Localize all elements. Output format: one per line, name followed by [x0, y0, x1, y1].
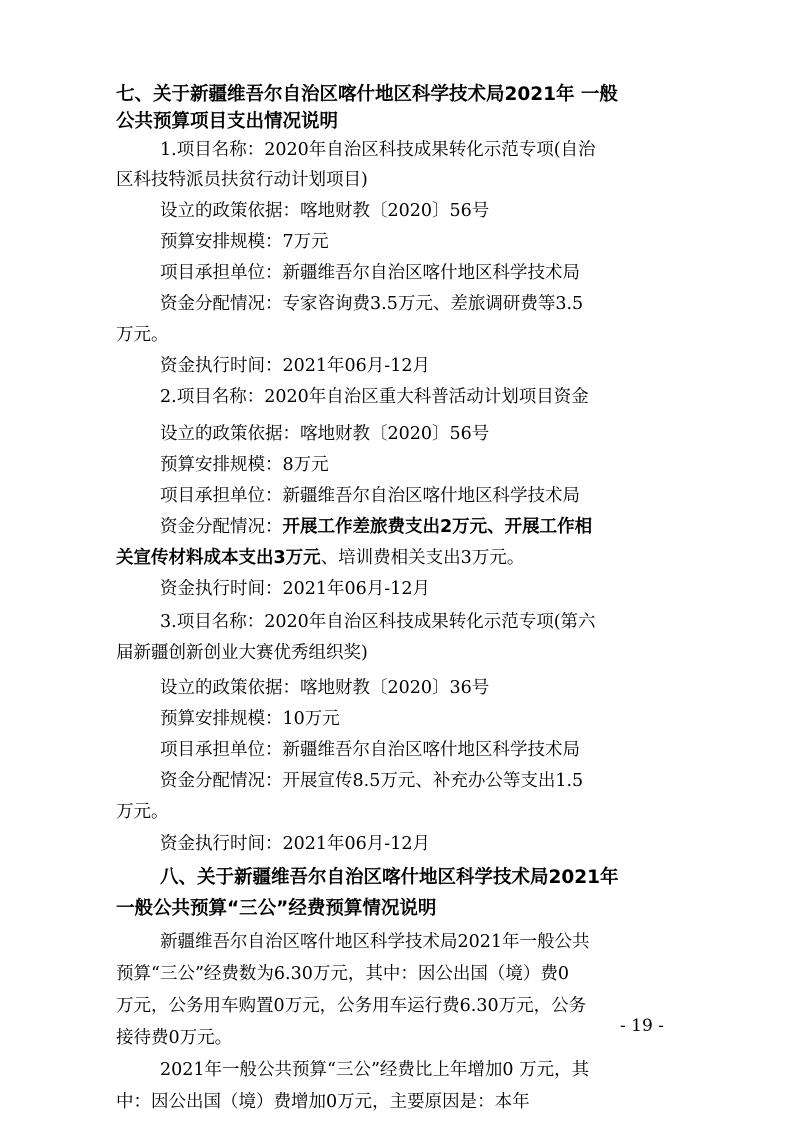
project1-scale: 预算安排规模：7万元: [160, 232, 329, 252]
project1-unit: 项目承担单位：新疆维吾尔自治区喀什地区科学技术局: [160, 263, 580, 283]
project3-unit: 项目承担单位：新疆维吾尔自治区喀什地区科学技术局: [160, 740, 580, 760]
project1-name-line1: 1.项目名称：2020年自治区科技成果转化示范专项(自治: [160, 140, 596, 160]
project3-time: 资金执行时间：2021年06月-12月: [160, 834, 430, 854]
section8-para2-line1: 2021年一般公共预算“三公”经费比上年增加0 万元，其: [160, 1060, 590, 1080]
project2-alloc-line2: [116, 550, 524, 568]
page-number: - 19 -: [620, 1016, 664, 1036]
project2-alloc-tail: 、培训费相关支出3万元。: [320, 548, 525, 568]
section8-heading-line1: 八、关于新疆维吾尔自治区喀什地区科学技术局2021年: [160, 867, 619, 888]
project2-alloc-bold2: 关宣传材料成本支出3万元: [116, 548, 321, 568]
section8-para1-line1: 新疆维吾尔自治区喀什地区科学技术局2021年一般公共: [160, 932, 590, 952]
project3-basis: 设立的政策依据：喀地财教〔2020〕36号: [160, 678, 490, 698]
project2-alloc-prefix: 资金分配情况：: [160, 517, 283, 537]
project1-alloc-line1: 资金分配情况：专家咨询费3.5万元、差旅调研费等3.5: [160, 294, 584, 314]
section7-heading-line2: 公共预算项目支出情况说明: [116, 111, 339, 132]
section8-para1-line4: 接待费0万元。: [116, 1028, 233, 1048]
project1-alloc-line2: 万元。: [116, 325, 169, 345]
section8-para1-line2: 预算“三公”经费数为6.30万元，其中：因公出国（境）费0: [116, 964, 569, 984]
project1-name-line2: 区科技特派员扶贫行动计划项目): [116, 170, 368, 190]
section8-heading-line2: 一般公共预算“三公”经费预算情况说明: [116, 898, 437, 919]
project2-basis: 设立的政策依据：喀地财教〔2020〕56号: [160, 424, 490, 444]
project3-name-line1: 3.项目名称：2020年自治区科技成果转化示范专项(第六: [160, 612, 596, 632]
project2-scale: 预算安排规模：8万元: [160, 455, 329, 475]
project3-scale: 预算安排规模：10万元: [160, 709, 340, 729]
project3-alloc-line1: 资金分配情况：开展宣传8.5万元、补充办公等支出1.5: [160, 771, 584, 791]
project1-time: 资金执行时间：2021年06月-12月: [160, 356, 430, 376]
section7-heading-line1: 七、关于新疆维吾尔自治区喀什地区科学技术局2021年 一般: [116, 84, 618, 105]
project2-name: 2.项目名称：2020年自治区重大科普活动计划项目资金: [160, 387, 589, 407]
project1-basis: 设立的政策依据：喀地财教〔2020〕56号: [160, 201, 490, 221]
project2-alloc-line1: [160, 519, 592, 537]
project2-unit: 项目承担单位：新疆维吾尔自治区喀什地区科学技术局: [160, 486, 580, 506]
project3-alloc-line2: 万元。: [116, 802, 169, 822]
project2-alloc-bold1: 开展工作差旅费支出2万元、开展工作相: [282, 517, 593, 537]
section8-para2-line2: 中：因公出国（境）费增加0万元，主要原因是：本年: [116, 1092, 530, 1112]
project2-time: 资金执行时间：2021年06月-12月: [160, 579, 430, 599]
project3-name-line2: 届新疆创新创业大赛优秀组织奖): [116, 643, 368, 663]
section8-para1-line3: 万元，公务用车购置0万元，公务用车运行费6.30万元，公务: [116, 996, 587, 1016]
